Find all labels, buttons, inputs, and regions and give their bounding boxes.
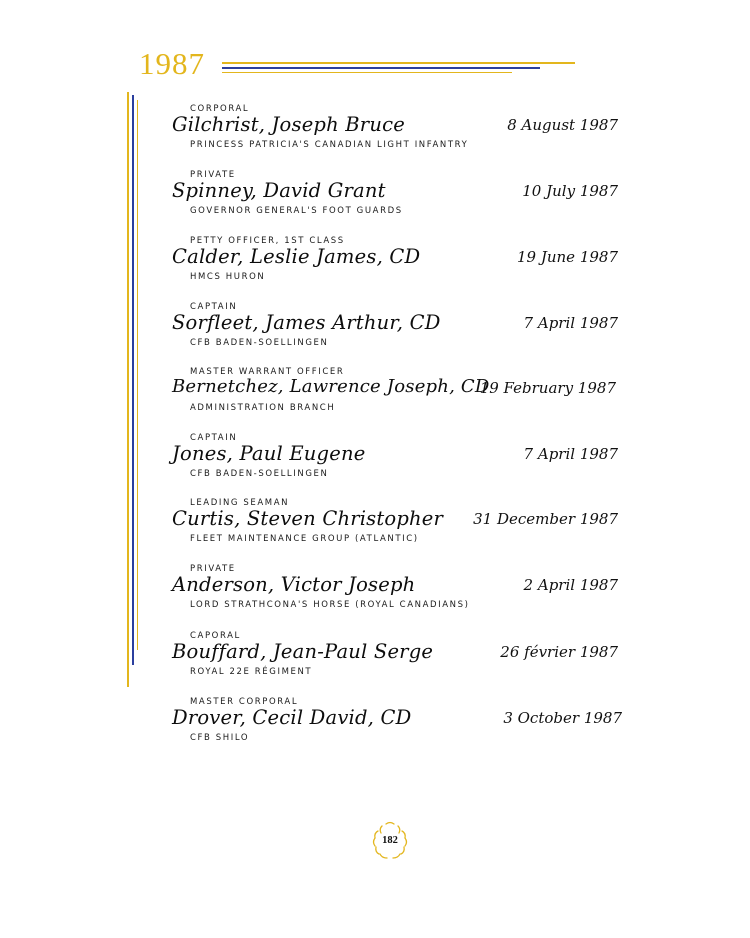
person-name: Gilchrist, Joseph Bruce xyxy=(172,113,405,136)
person-name: Anderson, Victor Joseph xyxy=(172,573,416,596)
death-date: 19 February 1987 xyxy=(479,379,616,397)
year-heading: 1987 xyxy=(139,46,205,81)
person-name: Bouffard, Jean-Paul Serge xyxy=(172,640,434,663)
death-date: 8 August 1987 xyxy=(507,116,618,134)
rank-label: CAPTAIN xyxy=(190,302,238,312)
rank-label: PRIVATE xyxy=(190,564,236,574)
unit-label: CFB SHILO xyxy=(190,733,250,743)
header-rule-gold-top xyxy=(222,62,575,64)
death-date: 31 December 1987 xyxy=(473,510,618,528)
side-rule-gold-inner xyxy=(137,100,138,650)
unit-label: GOVERNOR GENERAL'S FOOT GUARDS xyxy=(190,206,403,216)
death-date: 19 June 1987 xyxy=(516,248,618,266)
unit-label: CFB BADEN-SOELLINGEN xyxy=(190,469,329,479)
rank-label: MASTER WARRANT OFFICER xyxy=(190,367,345,377)
rank-label: LEADING SEAMAN xyxy=(190,498,290,508)
unit-label: LORD STRATHCONA'S HORSE (ROYAL CANADIANS) xyxy=(190,600,470,610)
unit-label: ADMINISTRATION BRANCH xyxy=(190,403,336,413)
death-date: 7 April 1987 xyxy=(523,314,618,332)
unit-label: CFB BADEN-SOELLINGEN xyxy=(190,338,329,348)
person-name: Spinney, David Grant xyxy=(172,179,386,202)
side-rule-blue xyxy=(132,95,134,665)
unit-label: FLEET MAINTENANCE GROUP (ATLANTIC) xyxy=(190,534,419,544)
header-rule-gold-bottom xyxy=(222,72,512,73)
person-name: Sorfleet, James Arthur, CD xyxy=(172,311,441,334)
rank-label: PETTY OFFICER, 1ST CLASS xyxy=(190,236,345,246)
person-name: Jones, Paul Eugene xyxy=(172,442,366,465)
rank-label: CAPORAL xyxy=(190,631,241,641)
side-rule-gold xyxy=(127,92,129,687)
unit-label: ROYAL 22E RÉGIMENT xyxy=(190,667,313,677)
unit-label: PRINCESS PATRICIA'S CANADIAN LIGHT INFANTRY xyxy=(190,140,469,150)
person-name: Drover, Cecil David, CD xyxy=(172,706,412,729)
death-date: 10 July 1987 xyxy=(522,182,618,200)
rank-label: PRIVATE xyxy=(190,170,236,180)
rank-label: MASTER CORPORAL xyxy=(190,697,299,707)
death-date: 7 April 1987 xyxy=(523,445,618,463)
rank-label: CAPTAIN xyxy=(190,433,238,443)
header-rule-blue xyxy=(222,67,540,69)
person-name: Calder, Leslie James, CD xyxy=(172,245,421,268)
person-name: Bernetchez, Lawrence Joseph, CD xyxy=(172,376,490,397)
page-footer xyxy=(360,818,420,866)
death-date: 26 février 1987 xyxy=(500,643,618,661)
person-name: Curtis, Steven Christopher xyxy=(172,507,444,530)
death-date: 3 October 1987 xyxy=(503,709,622,727)
death-date: 2 April 1987 xyxy=(523,576,618,594)
rank-label: CORPORAL xyxy=(190,104,250,114)
page-number: 182 xyxy=(382,835,398,846)
unit-label: HMCS HURON xyxy=(190,272,266,282)
